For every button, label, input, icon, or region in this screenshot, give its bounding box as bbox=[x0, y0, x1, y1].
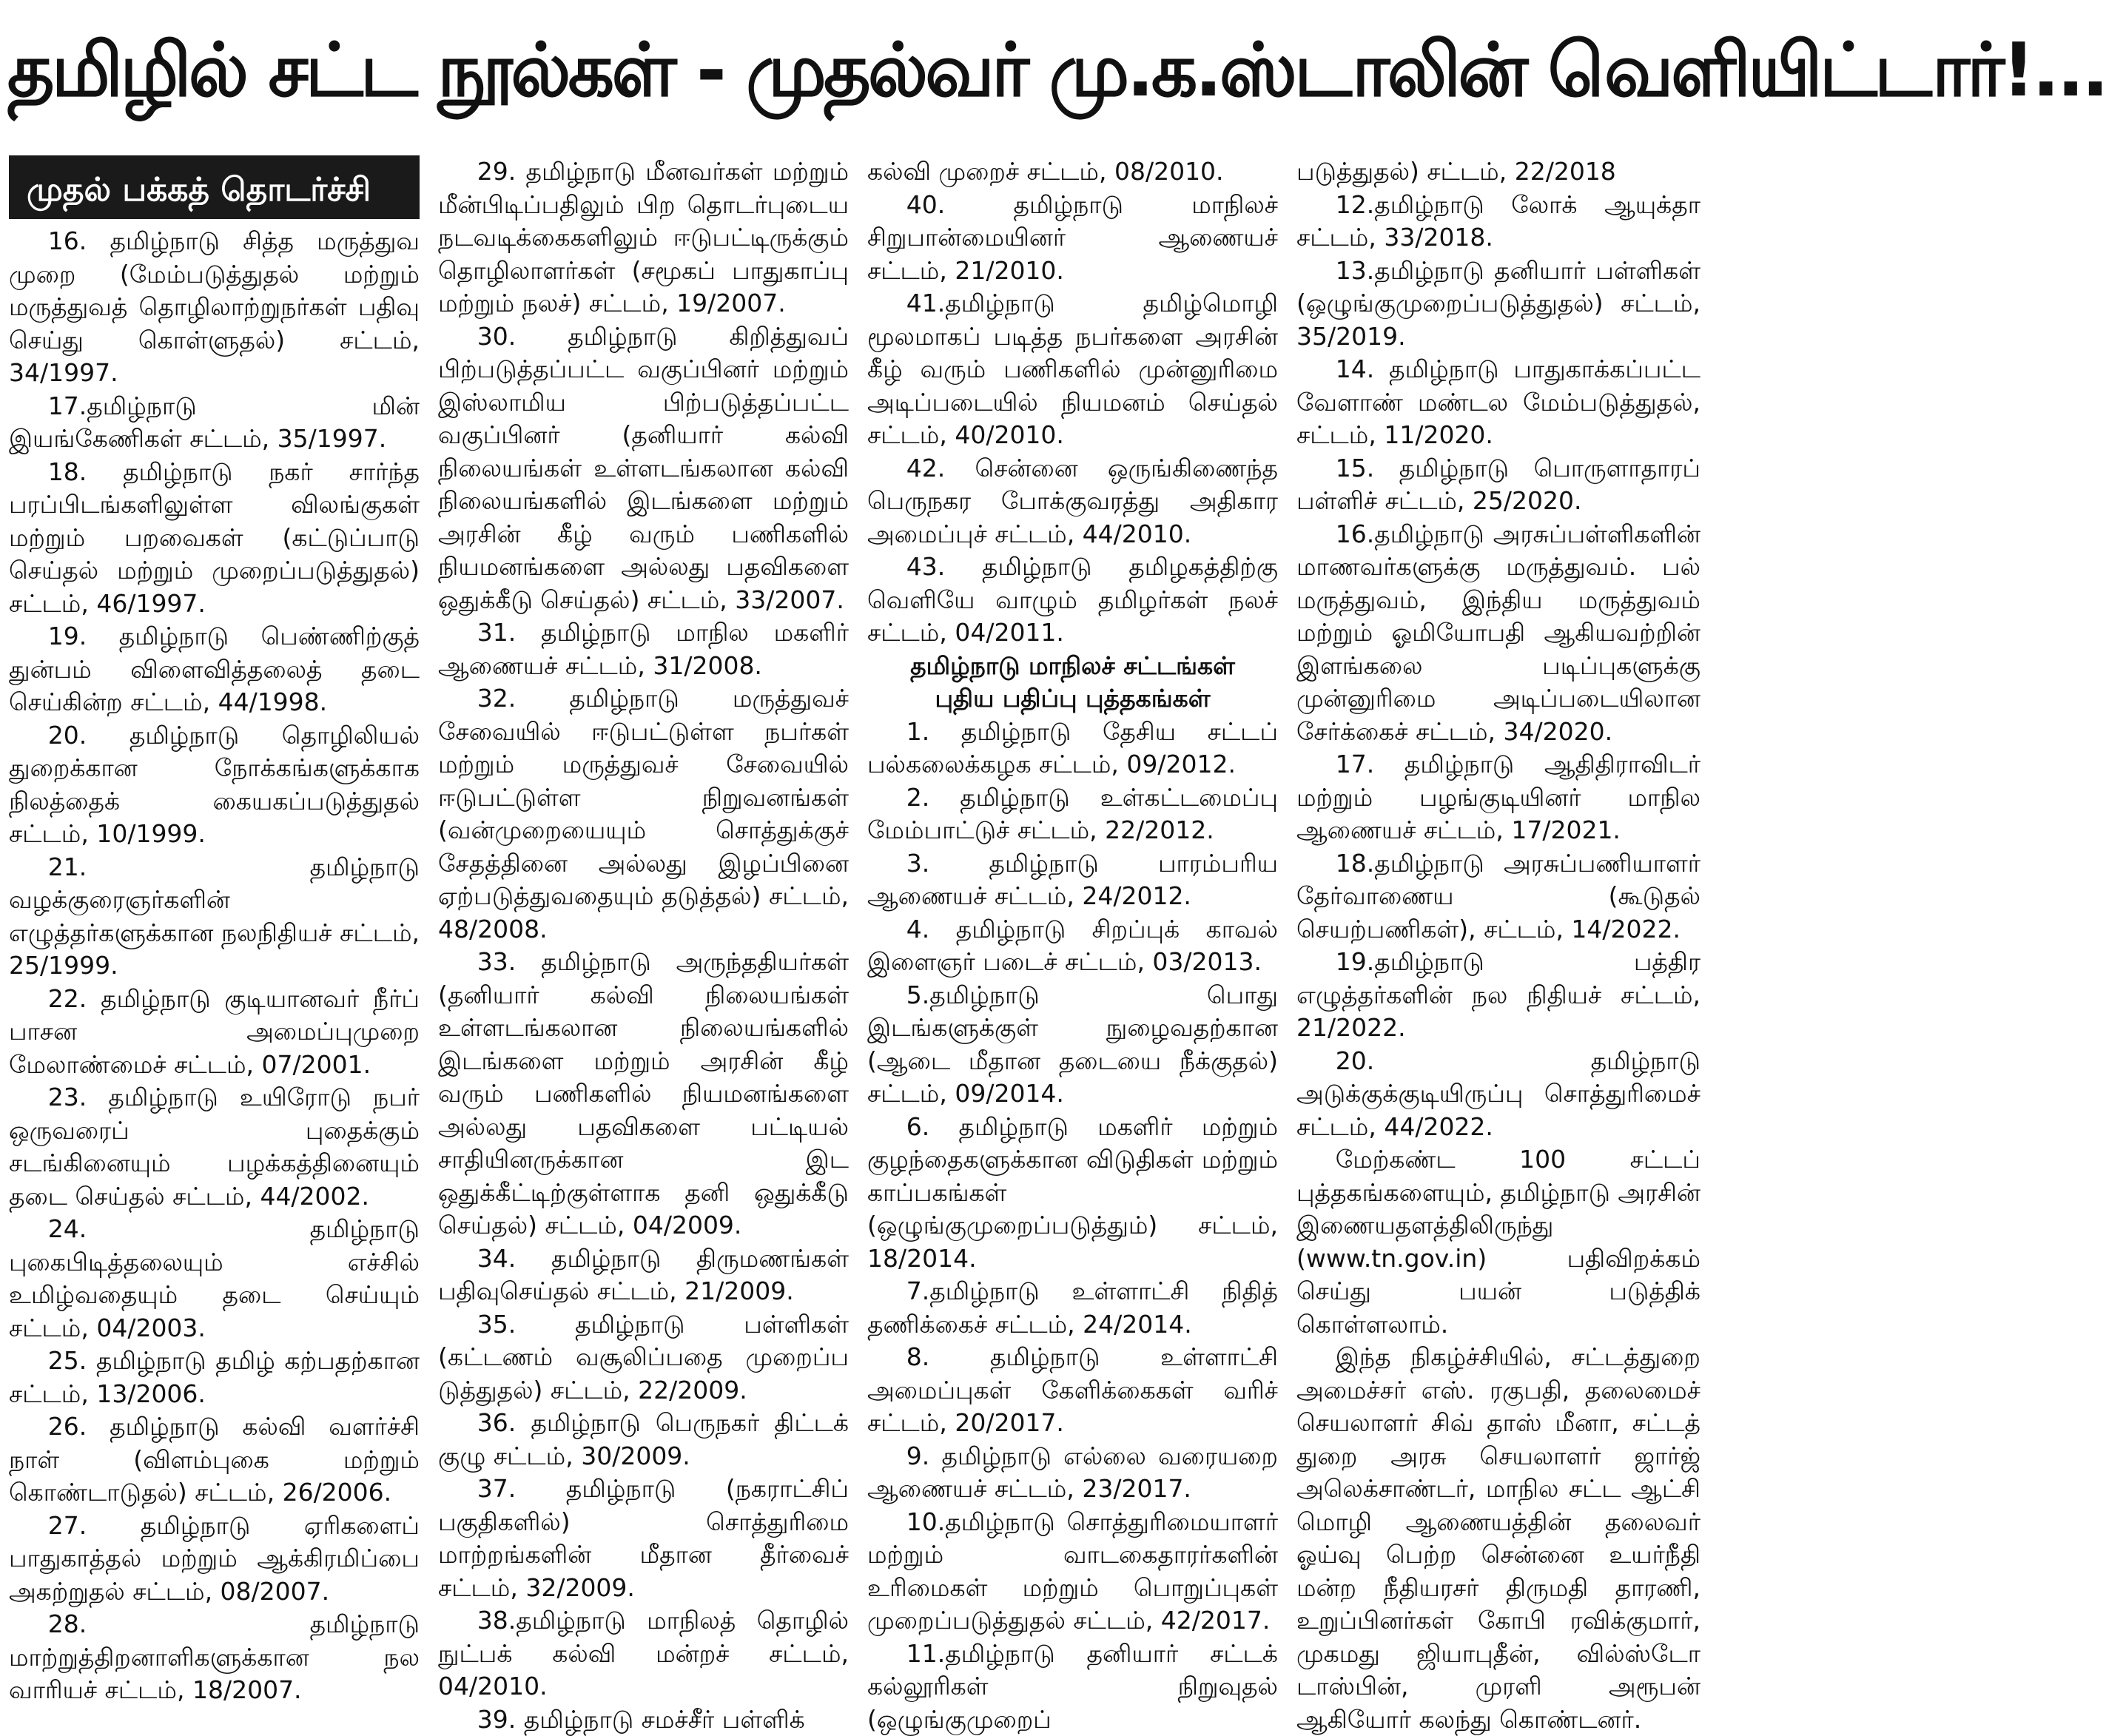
law-item: 18. தமிழ்நாடு நகர் சார்ந்த பரப்பிடங்களிலுள்ள விலங்குகள் மற்றும் பறவைகள் (கட்டுப்பாடு செய்தல் மற்றும் முறைப்படுத்துதல்) சட்டம், 46/1997. bbox=[9, 456, 420, 621]
headline: தமிழில் சட்ட நூல்கள் - முதல்வர் மு.க.ஸ்டாலின் வெளியிட்டார்!... bbox=[0, 7, 1672, 133]
law-item: 8. தமிழ்நாடு உள்ளாட்சி அமைப்புகள் கேளிக்கைகள் வரிச் சட்டம், 20/2017. bbox=[867, 1341, 1278, 1440]
law-item: 27. தமிழ்நாடு ஏரிகளைப் பாதுகாத்தல் மற்றும் ஆக்கிரமிப்பை அகற்றுதல் சட்டம், 08/2007. bbox=[9, 1510, 420, 1609]
law-item: 22. தமிழ்நாடு குடியானவர் நீர்ப் பாசன அமைப்புமுறை மேலாண்மைச் சட்டம், 07/2001. bbox=[9, 983, 420, 1082]
closing-paragraph: மேற்கண்ட 100 சட்டப் புத்தகங்களையும், தமிழ்நாடு அரசின் இணையதளத்திலிருந்து (www.tn.gov.in) பதிவிறக்கம் செய்து பயன் படுத்திக் கொள்ளலாம். bbox=[1296, 1143, 1700, 1341]
law-item: 29. தமிழ்நாடு மீனவர்கள் மற்றும் மீன்பிடிப்பதிலும் பிற தொடர்புடைய நடவடிக்கைகளிலும் ஈடுபட்டிருக்கும் தொழிலாளர்கள் (சமூகப் பாதுகாப்பு மற்றும் நலச்) சட்டம், 19/2007. bbox=[438, 155, 849, 320]
law-item: 43. தமிழ்நாடு தமிழகத்திற்கு வெளியே வாழும் தமிழர்கள் நலச் சட்டம், 04/2011. bbox=[867, 551, 1278, 650]
law-item: 26. தமிழ்நாடு கல்வி வளர்ச்சி நாள் (விளம்புகை மற்றும் கொண்டாடுதல்) சட்டம், 26/2006. bbox=[9, 1410, 420, 1510]
law-item: கல்வி முறைச் சட்டம், 08/2010. bbox=[867, 155, 1278, 189]
law-item: 17. தமிழ்நாடு ஆதிதிராவிடர் மற்றும் பழங்குடியினர் மாநில ஆணையச் சட்டம், 17/2021. bbox=[1296, 748, 1700, 847]
law-item: 23. தமிழ்நாடு உயிரோடு நபர் ஒருவரைப் புதைக்கும் சடங்கினையும் பழக்கத்தினையும் தடை செய்தல் சட்டம், 44/2002. bbox=[9, 1081, 420, 1213]
law-item: 11.தமிழ்நாடு தனியார் சட்டக் கல்லூரிகள் நிறுவுதல் (ஒழுங்குமுறைப் bbox=[867, 1638, 1278, 1736]
closing-paragraph: இந்த நிகழ்ச்சியில், சட்டத்துறை அமைச்சர் எஸ். ரகுபதி, தலைமைச் செயலாளர் சிவ் தாஸ் மீனா, சட்டத் துறை அரசு செயலாளர் ஜார்ஜ் அலெக்சாண்டர், மாநில சட்ட ஆட்சி மொழி ஆணையத்தின் தலைவர் ஓய்வு பெற்ற சென்னை உயர்நீதி மன்ற நீதியரசர் திருமதி தாரணி, உறுப்பினர்கள் கோபி ரவிக்குமார், முகமது ஜியாபுதீன், வில்ஸ்டோ டாஸ்பின், முரளி அரூபன் ஆகியோர் கலந்து கொண்டனர். bbox=[1296, 1341, 1700, 1736]
law-item: 12.தமிழ்நாடு லோக் ஆயுக்தா சட்டம், 33/2018. bbox=[1296, 189, 1700, 255]
law-item: 38.தமிழ்நாடு மாநிலத் தொழில் நுட்பக் கல்வி மன்றச் சட்டம், 04/2010. bbox=[438, 1604, 849, 1703]
law-item: 41.தமிழ்நாடு தமிழ்மொழி மூலமாகப் படித்த நபர்களை அரசின் கீழ் வரும் பணிகளில் முன்னுரிமை அடிப்படையில் நியமனம் செய்தல் சட்டம், 40/2010. bbox=[867, 287, 1278, 452]
law-item: 7.தமிழ்நாடு உள்ளாட்சி நிதித் தணிக்கைச் சட்டம், 24/2014. bbox=[867, 1275, 1278, 1341]
law-item: 9. தமிழ்நாடு எல்லை வரையறை ஆணையச் சட்டம், 23/2017. bbox=[867, 1440, 1278, 1506]
law-item: 1. தமிழ்நாடு தேசிய சட்டப் பல்கலைக்கழக சட்டம், 09/2012. bbox=[867, 716, 1278, 781]
law-item: 24. தமிழ்நாடு புகைபிடித்தலையும் எச்சில் உமிழ்வதையும் தடை செய்யும் சட்டம், 04/2003. bbox=[9, 1213, 420, 1345]
law-item: 31. தமிழ்நாடு மாநில மகளிர் ஆணையச் சட்டம், 31/2008. bbox=[438, 616, 849, 682]
law-item: 40. தமிழ்நாடு மாநிலச் சிறுபான்மையினர் ஆணையச் சட்டம், 21/2010. bbox=[867, 189, 1278, 288]
law-item: 6. தமிழ்நாடு மகளிர் மற்றும் குழந்தைகளுக்கான விடுதிகள் மற்றும் காப்பகங்கள் (ஒழுங்குமுறைப்படுத்தும்) சட்டம், 18/2014. bbox=[867, 1111, 1278, 1276]
law-item: 30. தமிழ்நாடு கிறித்துவப் பிற்படுத்தப்பட்ட வகுப்பினர் மற்றும் இஸ்லாமிய பிற்படுத்தப்பட்ட வகுப்பினர் (தனியார் கல்வி நிலையங்கள் உள்ளடங்கலான கல்வி நிலையங்களில் இடங்களை மற்றும் அரசின் கீழ் வரும் பணிகளில் நியமனங்களை அல்லது பதவிகளை ஒதுக்கீடு செய்தல்) சட்டம், 33/2007. bbox=[438, 320, 849, 617]
law-item: 25. தமிழ்நாடு தமிழ் கற்பதற்கான சட்டம், 13/2006. bbox=[9, 1345, 420, 1410]
law-item: 39. தமிழ்நாடு சமச்சீர் பள்ளிக் bbox=[438, 1703, 849, 1736]
law-item: 20. தமிழ்நாடு தொழிலியல் துறைக்கான நோக்கங்களுக்காக நிலத்தைக் கையகப்படுத்துதல் சட்டம், 10/1999. bbox=[9, 719, 420, 851]
section-label: முதல் பக்கத் தொடர்ச்சி bbox=[9, 155, 420, 219]
law-item: 36. தமிழ்நாடு பெருநகர் திட்டக் குழு சட்டம், 30/2009. bbox=[438, 1407, 849, 1473]
subheading-line-1: தமிழ்நாடு மாநிலச் சட்டங்கள் bbox=[867, 650, 1278, 683]
law-item: படுத்துதல்) சட்டம், 22/2018 bbox=[1296, 155, 1700, 189]
law-item: 19. தமிழ்நாடு பெண்ணிற்குத் துன்பம் விளைவித்தலைத் தடை செய்கின்ற சட்டம், 44/1998. bbox=[9, 620, 420, 719]
law-item: 33. தமிழ்நாடு அருந்ததியர்கள் (தனியார் கல்வி நிலையங்கள் உள்ளடங்கலான நிலையங்களில் இடங்களை மற்றும் அரசின் கீழ் வரும் பணிகளில் நியமனங்களை அல்லது பதவிகளை பட்டியல் சாதியினருக்கான இட ஒதுக்கீட்டிற்குள்ளாக தனி ஒதுக்கீடு செய்தல்) சட்டம், 04/2009. bbox=[438, 946, 849, 1242]
law-item: 13.தமிழ்நாடு தனியார் பள்ளிகள் (ஒழுங்குமுறைப்படுத்துதல்) சட்டம், 35/2019. bbox=[1296, 255, 1700, 354]
law-item: 19.தமிழ்நாடு பத்திர எழுத்தர்களின் நல நிதியச் சட்டம், 21/2022. bbox=[1296, 946, 1700, 1045]
law-item: 16. தமிழ்நாடு சித்த மருத்துவ முறை (மேம்படுத்துதல் மற்றும் மருத்துவத் தொழிலாற்றுநர்கள் பதிவு செய்து கொள்ளுதல்) சட்டம், 34/1997. bbox=[9, 225, 420, 390]
column-1 bbox=[9, 155, 420, 1653]
law-item: 16.தமிழ்நாடு அரசுப்பள்ளிகளின் மாணவர்களுக்கு மருத்துவம். பல் மருத்துவம், இந்திய மருத்துவம் மற்றும் ஓமியோபதி ஆகியவற்றின் இளங்கலை படிப்புகளுக்கு முன்னுரிமை அடிப்படையிலான சேர்க்கைச் சட்டம், 34/2020. bbox=[1296, 518, 1700, 749]
law-item: 21. தமிழ்நாடு வழக்குரைஞர்களின் எழுத்தர்களுக்கான நலநிதியச் சட்டம், 25/1999. bbox=[9, 851, 420, 983]
law-item: 28. தமிழ்நாடு மாற்றுத்திறனாளிகளுக்கான நல வாரியச் சட்டம், 18/2007. bbox=[9, 1608, 420, 1707]
law-item: 4. தமிழ்நாடு சிறப்புக் காவல் இளைஞர் படைச் சட்டம், 03/2013. bbox=[867, 913, 1278, 979]
law-item: 34. தமிழ்நாடு திருமணங்கள் பதிவுசெய்தல் சட்டம், 21/2009. bbox=[438, 1242, 849, 1308]
law-item: 10.தமிழ்நாடு சொத்துரிமையாளர் மற்றும் வாடகைதாரர்களின் உரிமைகள் மற்றும் பொறுப்புகள் முறைப்படுத்துதல் சட்டம், 42/2017. bbox=[867, 1506, 1278, 1638]
law-item: 2. தமிழ்நாடு உள்கட்டமைப்பு மேம்பாட்டுச் சட்டம், 22/2012. bbox=[867, 781, 1278, 847]
law-item: 15. தமிழ்நாடு பொருளாதாரப் பள்ளிச் சட்டம், 25/2020. bbox=[1296, 452, 1700, 518]
column-3 bbox=[867, 155, 1278, 1653]
law-item: 5.தமிழ்நாடு பொது இடங்களுக்குள் நுழைவதற்கான (ஆடை மீதான தடையை நீக்குதல்) சட்டம், 09/2014. bbox=[867, 979, 1278, 1111]
law-item: 18.தமிழ்நாடு அரசுப்பணியாளர் தேர்வாணைய (கூடுதல் செயற்பணிகள்), சட்டம், 14/2022. bbox=[1296, 847, 1700, 946]
subheading-line-2: புதிய பதிப்பு புத்தகங்கள் bbox=[867, 682, 1278, 716]
law-item: 42. சென்னை ஒருங்கிணைந்த பெருநகர போக்குவரத்து அதிகார அமைப்புச் சட்டம், 44/2010. bbox=[867, 452, 1278, 551]
law-item: 37. தமிழ்நாடு (நகராட்சிப் பகுதிகளில்) சொத்துரிமை மாற்றங்களின் மீதான தீர்வைச் சட்டம், 32/2009. bbox=[438, 1473, 849, 1604]
law-item: 3. தமிழ்நாடு பாரம்பரிய ஆணையச் சட்டம், 24/2012. bbox=[867, 847, 1278, 913]
law-item: 17.தமிழ்நாடு மின் இயங்கேணிகள் சட்டம், 35/1997. bbox=[9, 390, 420, 456]
law-item: 20. தமிழ்நாடு அடுக்குக்குடியிருப்பு சொத்துரிமைச் சட்டம், 44/2022. bbox=[1296, 1045, 1700, 1144]
column-4 bbox=[1296, 155, 1700, 1653]
law-item: 32. தமிழ்நாடு மருத்துவச் சேவையில் ஈடுபட்டுள்ள நபர்கள் மற்றும் மருத்துவச் சேவையில் ஈடுபட்டுள்ள நிறுவனங்கள் (வன்முறையையும் சொத்துக்குச் சேதத்தினை அல்லது இழப்பினை ஏற்படுத்துவதையும் தடுத்தல்) சட்டம், 48/2008. bbox=[438, 682, 849, 946]
law-item: 35. தமிழ்நாடு பள்ளிகள் (கட்டணம் வசூலிப்பதை முறைப்ப டுத்துதல்) சட்டம், 22/2009. bbox=[438, 1308, 849, 1407]
law-item: 14. தமிழ்நாடு பாதுகாக்கப்பட்ட வேளாண் மண்டல மேம்படுத்துதல், சட்டம், 11/2020. bbox=[1296, 353, 1700, 452]
column-2 bbox=[438, 155, 849, 1653]
